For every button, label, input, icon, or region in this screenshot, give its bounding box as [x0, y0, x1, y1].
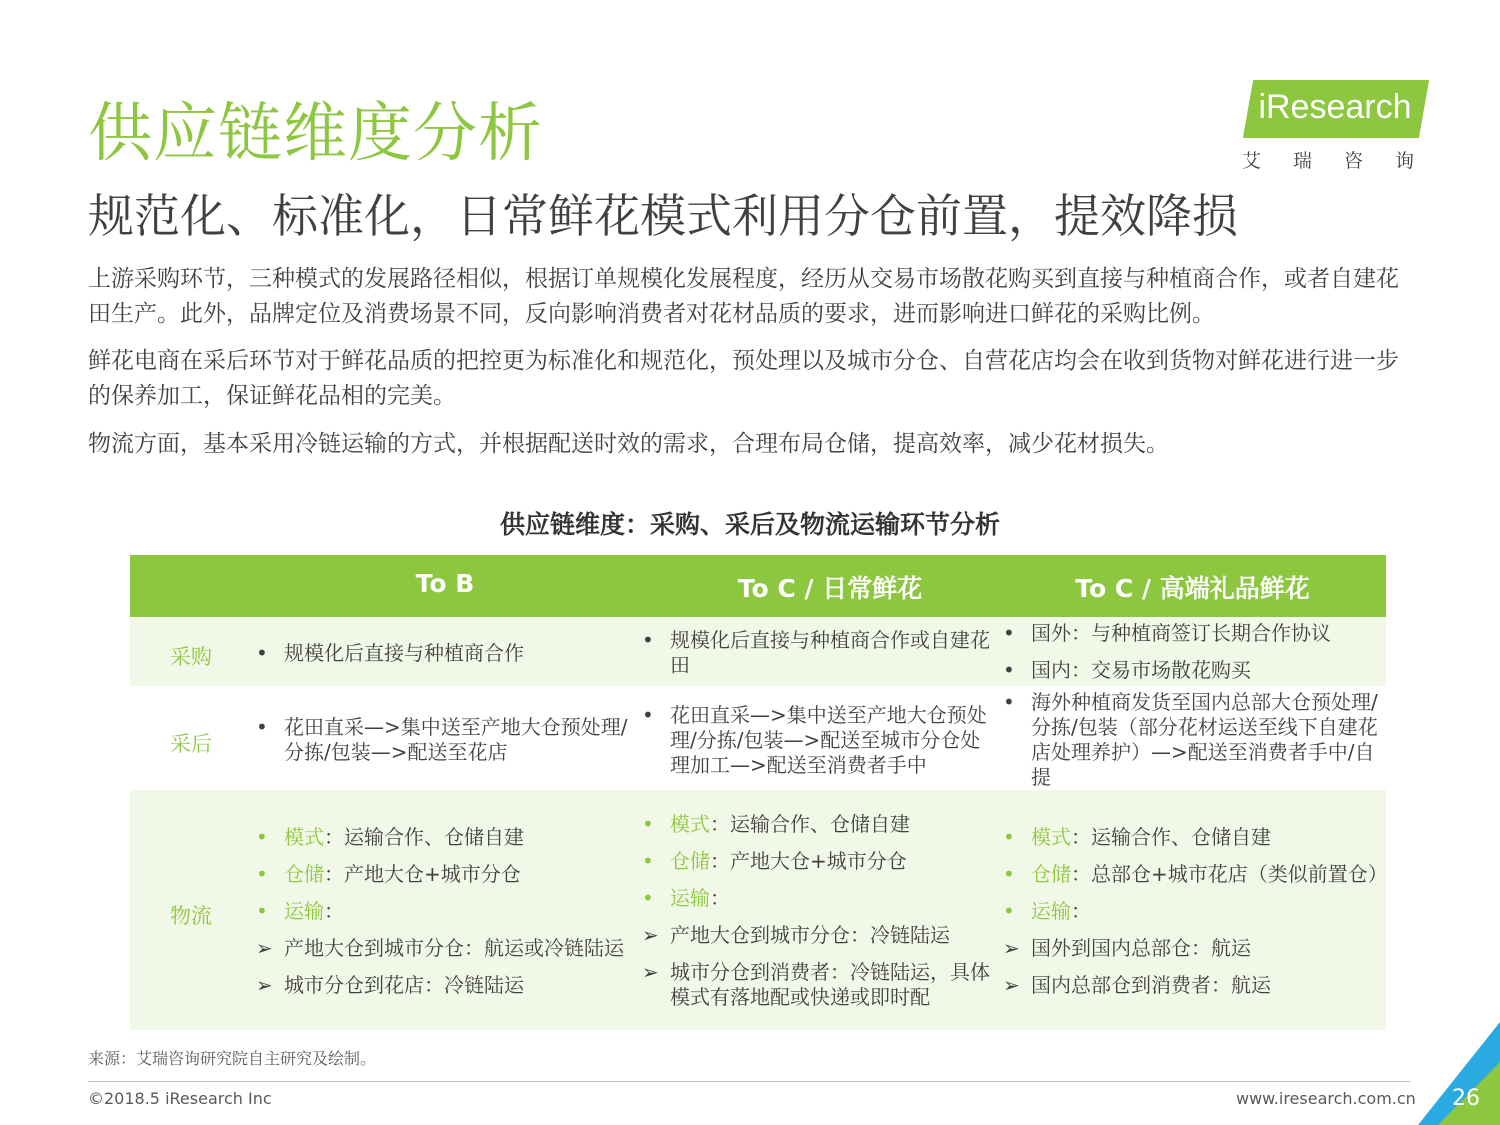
- table-cell-item: [1003, 936, 1388, 961]
- item-keyword: 运输: [670, 886, 710, 910]
- table-cell: [256, 715, 636, 765]
- table-cell-item: [642, 812, 992, 837]
- paragraph-post-harvest: 鲜花电商在采后环节对于鲜花品质的把控更为标准化和规范化，预处理以及城市分仓、自营花店均会在收到货物对鲜花进行进一步的保养加工，保证鲜花品相的完美。: [88, 348, 1399, 409]
- table-cell-item: [642, 849, 992, 874]
- bullet-icon: •: [1003, 899, 1015, 923]
- source-note: 来源：艾瑞咨询研究院自主研究及绘制。: [88, 1049, 377, 1068]
- table-cell: [1003, 621, 1383, 683]
- bullet-icon: •: [256, 899, 268, 923]
- bullet-icon: •: [642, 849, 654, 873]
- arrow-bullet-icon: ➢: [642, 960, 659, 984]
- item-text: 国外到国内总部仓：航运: [1031, 936, 1251, 960]
- paragraph-logistics: 物流方面，基本采用冷链运输的方式，并根据配送时效的需求，合理布局仓储，提高效率，减少花材损失。: [88, 431, 1169, 457]
- table-cell-item: [642, 886, 992, 911]
- item-text: 产地大仓到城市分仓：航运或冷链陆运: [284, 936, 624, 960]
- item-text: 国外：与种植商签订长期合作协议: [1031, 621, 1331, 645]
- table-cell-item: [642, 923, 992, 948]
- table-cell: [1003, 825, 1388, 998]
- table-row-post-harvest: [130, 686, 1386, 790]
- item-keyword: 运输: [1031, 899, 1071, 923]
- table-cell: [1003, 690, 1385, 790]
- item-text: ：产地大仓+城市分仓: [710, 849, 907, 873]
- bullet-icon: •: [1003, 862, 1015, 886]
- arrow-bullet-icon: ➢: [1003, 973, 1020, 997]
- table-cell-item: [1003, 899, 1388, 924]
- table-row-procurement: [130, 617, 1386, 686]
- item-text: ：产地大仓+城市分仓: [324, 862, 521, 886]
- row-label: 采后: [170, 732, 212, 756]
- page-title: 供应链维度分析: [88, 97, 543, 171]
- table-cell-item: [256, 862, 646, 887]
- table-title: 供应链维度：采购、采后及物流运输环节分析: [499, 510, 1000, 539]
- table-cell-item: [256, 825, 646, 850]
- bullet-icon: •: [256, 641, 268, 665]
- item-keyword: 仓储: [670, 849, 710, 873]
- item-text: ：总部仓+城市花店（类似前置仓）: [1071, 862, 1388, 886]
- item-text: ：运输合作、仓储自建: [1071, 825, 1271, 849]
- bullet-icon: •: [1003, 621, 1015, 645]
- item-text: 花田直采—>集中送至产地大仓预处理/分拣/包装—>配送至城市分仓处理加工—>配送至消费者手中: [670, 703, 987, 777]
- table-cell-item: [256, 936, 646, 961]
- table-cell-item: [642, 628, 992, 678]
- bullet-icon: •: [642, 886, 654, 910]
- website-link[interactable]: www.iresearch.com.cn: [1236, 1089, 1416, 1108]
- item-text: ：: [1071, 899, 1091, 923]
- item-text: 产地大仓到城市分仓：冷链陆运: [670, 923, 950, 947]
- item-text: 城市分仓到花店：冷链陆运: [284, 973, 524, 997]
- table-cell-item: [256, 973, 646, 998]
- row-label: 物流: [170, 904, 212, 928]
- item-keyword: 仓储: [1031, 862, 1071, 886]
- item-text: 国内：交易市场散花购买: [1031, 658, 1251, 682]
- bullet-icon: •: [642, 703, 654, 727]
- column-header-to-c-daily: To C / 日常鲜花: [737, 574, 923, 603]
- bullet-icon: •: [256, 715, 268, 739]
- table-cell-item: [256, 899, 646, 924]
- item-keyword: 模式: [1031, 825, 1071, 849]
- item-text: 花田直采—>集中送至产地大仓预处理/分拣/包装—>配送至花店: [284, 715, 628, 764]
- table-cell-item: [642, 960, 992, 1010]
- table-cell-item: [1003, 658, 1383, 683]
- table-cell-item: [1003, 862, 1388, 887]
- item-text: 城市分仓到消费者：冷链陆运，具体模式有落地配或快递或即时配: [670, 960, 990, 1009]
- item-keyword: 模式: [284, 825, 324, 849]
- item-text: ：运输合作、仓储自建: [710, 812, 910, 836]
- page-number: 26: [1452, 1086, 1480, 1111]
- footer-divider: [88, 1081, 1410, 1082]
- table-cell-item: [1003, 690, 1385, 790]
- item-text: ：运输合作、仓储自建: [324, 825, 524, 849]
- arrow-bullet-icon: ➢: [642, 923, 659, 947]
- bullet-icon: •: [1003, 658, 1015, 682]
- arrow-bullet-icon: ➢: [256, 973, 273, 997]
- table-cell: [642, 703, 1000, 778]
- item-text: 规模化后直接与种植商合作或自建花田: [670, 628, 990, 677]
- logo-cn-text: 艾瑞咨询: [1242, 150, 1447, 172]
- column-header-to-c-premium: To C / 高端礼品鲜花: [1075, 574, 1310, 603]
- item-text: ：: [324, 899, 344, 923]
- item-text: ：: [710, 886, 730, 910]
- table-cell-item: [256, 715, 636, 765]
- table-header: [130, 555, 1386, 617]
- bullet-icon: •: [642, 628, 654, 652]
- arrow-bullet-icon: ➢: [256, 936, 273, 960]
- item-text: 国内总部仓到消费者：航运: [1031, 973, 1271, 997]
- table-cell-item: [1003, 825, 1388, 850]
- arrow-bullet-icon: ➢: [1003, 936, 1020, 960]
- item-text: 规模化后直接与种植商合作: [284, 641, 524, 665]
- column-header-to-b: To B: [415, 569, 475, 598]
- bullet-icon: •: [256, 825, 268, 849]
- table-cell: [642, 812, 992, 1010]
- table-cell-item: [642, 703, 1000, 778]
- bullet-icon: •: [1003, 825, 1015, 849]
- page-subtitle: 规范化、标准化，日常鲜花模式利用分仓前置，提效降损: [88, 189, 1238, 243]
- table-cell: [642, 628, 992, 678]
- table-cell-item: [1003, 973, 1388, 998]
- item-keyword: 运输: [284, 899, 324, 923]
- copyright-text: ©2018.5 iResearch Inc: [88, 1089, 272, 1108]
- paragraph-procurement: 上游采购环节，三种模式的发展路径相似，根据订单规模化发展程度，经历从交易市场散花购买到直接与种植商合作，或者自建花田生产。此外，品牌定位及消费场景不同，反向影响消费者对花材品质的要求，进而影响进口鲜花的采购比例。: [88, 266, 1399, 327]
- table-row-logistics: [130, 790, 1386, 1030]
- row-label: 采购: [170, 645, 212, 669]
- table-cell-item: [1003, 621, 1383, 646]
- bullet-icon: •: [256, 862, 268, 886]
- bullet-icon: •: [642, 812, 654, 836]
- table-cell: [256, 825, 646, 998]
- iresearch-logo: [1240, 78, 1447, 178]
- item-keyword: 模式: [670, 812, 710, 836]
- table-cell-item: [256, 641, 636, 666]
- table-cell: [256, 641, 636, 666]
- item-text: 海外种植商发货至国内总部大仓预处理/分拣/包装（部分花材运送至线下自建花店处理养护）—>配送至消费者手中/自提: [1031, 690, 1378, 789]
- logo-text: iResearch: [1258, 88, 1412, 126]
- item-keyword: 仓储: [284, 862, 324, 886]
- bullet-icon: •: [1003, 690, 1015, 714]
